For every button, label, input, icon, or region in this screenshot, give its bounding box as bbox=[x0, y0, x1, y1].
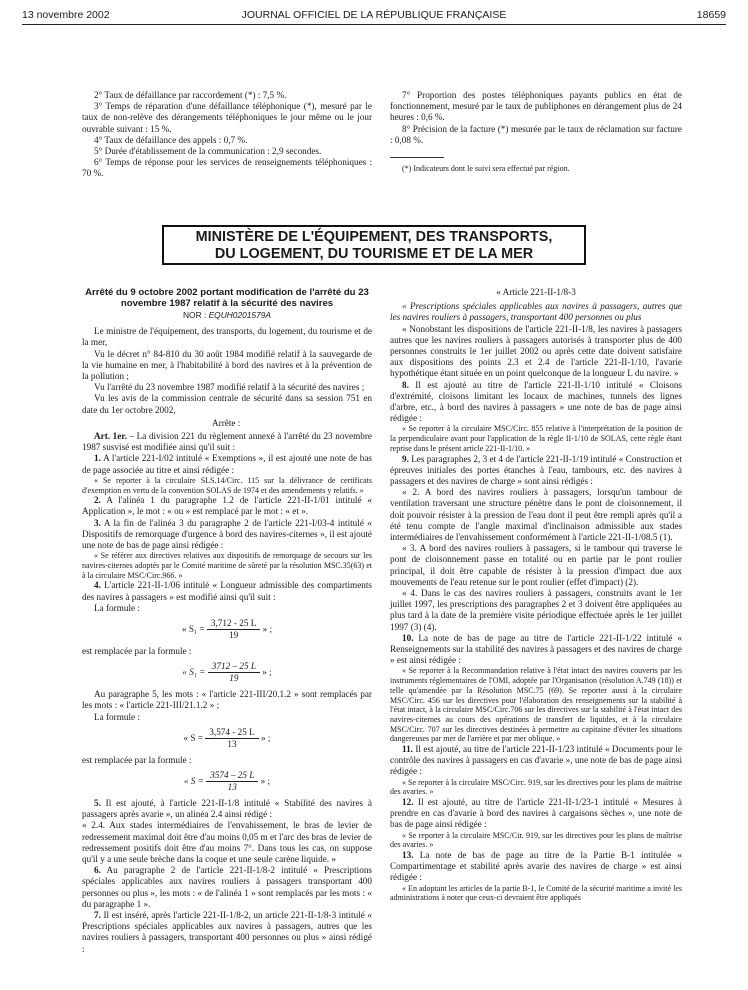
item-6-text: Au paragraphe 2 de l'article 221-II-1/8-2 intitulé « Prescriptions spéciales applicables aux navires rouliers à passagers transportant 400 personnes ou plus », les mots : « de l'alinéa 1 » sont remplacés par les mots : « du paragraphe 1 ». bbox=[82, 865, 372, 909]
item-7-label: 7. bbox=[94, 910, 101, 921]
item-5-quote: « 2.4. Aux stades intermédiaires de l'envahissement, le bras de levier de redressement maximal doit être d'au moins 0,05 m et l'arc des bras de levier de redressement positifs doit être d'au moins 7°. Dans tous les cas, on suppose qu'il y a une seule brèche dans la coque et une seule carène liquide. » bbox=[82, 820, 372, 865]
article-1 bbox=[82, 431, 372, 453]
item-2-text: A l'alinéa 1 du paragraphe 1.2 de l'article 221-II-1/01 intitulé « Application », le mot : « ou » est remplacé par le mot : « et ». bbox=[82, 495, 372, 517]
paragraph: Vu l'arrêté du 23 novembre 1987 modifié relatif à la sécurité des navires ; bbox=[94, 382, 365, 393]
formula-replaced-label: est remplacée par la formule : bbox=[82, 754, 192, 765]
article-subheading bbox=[390, 301, 682, 323]
formula-3-numerator: 3,574 - 25 L bbox=[205, 727, 258, 739]
item-9-label: 9. bbox=[402, 453, 409, 464]
item-10-text: La note de bas de page au titre de l'article 221-II-1/22 intitulé « Renseignements sur la stabilité des navires à passagers et des navires de charge » est ainsi rédigée : bbox=[390, 632, 682, 666]
article-1-label: Art. 1er. bbox=[94, 431, 127, 442]
formula-3-fraction bbox=[205, 727, 258, 750]
formula-4-rhs: » ; bbox=[260, 776, 271, 787]
article-heading: « Article 221-II-1/8-3 bbox=[496, 287, 576, 297]
item-3-note: « Se référer aux directives relatives aux dispositifs de remorquage de secours sur les navires-citernes adoptés par le Comité maritime de sûreté par la résolution MSC.35(63) et à la circulaire MSC/Circ.966. » bbox=[82, 551, 372, 580]
formula-1-denominator: 19 bbox=[229, 630, 239, 641]
item-9 bbox=[390, 454, 682, 488]
top-right-column bbox=[390, 90, 682, 174]
paragraph: Vu les avis de la commission centrale de sécurité dans sa session 751 en date du 1er octobre 2002, bbox=[82, 393, 372, 415]
item-4-text: L'article 221-II-1/06 intitulé « Longueur admissible des compartiments des navires à passagers » est modifié ainsi qu'il suit : bbox=[82, 580, 372, 602]
formula-4-fraction bbox=[206, 770, 258, 793]
paragraph: « 3. A bord des navires rouliers à passagers, si le tambour qui traverse le pont de cloisonnement passe en totalité ou en partie par le pont roulier principal, il doit être capable de résister à la pression d'impact due aux mouvements de l'eau retenue sur le pont roulier (effet d'impact) (2). bbox=[390, 543, 682, 587]
item-1-note: « Se reporter à la circulaire SLS.14/Circ. 115 sur la délivrance de certificats d'exemption en vertu de la convention SOLAS de 1974 et des amendements y relatifs. » bbox=[82, 475, 372, 495]
item-2-label: 2. bbox=[94, 495, 101, 506]
formula-1-fraction bbox=[207, 618, 260, 641]
formula-2-lhs: « S₁ = bbox=[182, 667, 206, 678]
formula-4-lhs: « S = bbox=[183, 776, 204, 787]
item-13 bbox=[390, 850, 682, 884]
formula-4-numerator: 3574 – 25 L bbox=[206, 770, 258, 782]
item-12-label: 12. bbox=[402, 797, 414, 808]
formula-2-numerator: 3712 – 25 L bbox=[208, 661, 260, 673]
list-item: 5° Durée d'établissement de la communication : 2,9 secondes. bbox=[94, 146, 322, 157]
formula-2-denominator: 19 bbox=[229, 673, 239, 684]
item-10-note: « Se reporter à la Recommandation relative à l'état intact des navires couverts par les instruments réglementaires de l'OMI, adoptée par l'Organisation (résolution A.749 (18)) et telle qu'amendée par la Résolution MSC.75 (69). Se reporter aussi à la circulaire MSC/Circ. 456 sur les directives pour l'élaboration des renseignements sur la stabilité à l'état intact, à la circulaire MSC/Circ.706 sur les directives sur la stabilité à l'état intact des navires-citernes au cours des opérations de transfert de liquides, et à la circulaire MSC/Circ. 707 sur les directives destinées à permettre au capitaine d'éviter les situations dangereuses par mer de l'arrière et par mer oblique. » bbox=[390, 666, 682, 744]
paragraph: « Nonobstant les dispositions de l'article 221-II-1/8, les navires à passagers autres que les navires rouliers à passagers autorisés à transporter plus de 400 personnes construits le 1er juillet 2002 ou après cette date doivent satisfaire aux dispositions des points 2.3 et 2.4 de l'article 221-II-1/10, l'avarie hypothétique étant située en un point quelconque de la longueur L du navire. » bbox=[390, 323, 682, 379]
formula-1-rhs: » ; bbox=[262, 624, 273, 635]
formula-label: La formule : bbox=[94, 602, 140, 613]
formula-1-lhs: « S₁ = bbox=[181, 624, 205, 635]
item-10 bbox=[390, 633, 682, 667]
item-4-label: 4. bbox=[94, 580, 101, 591]
item-6 bbox=[82, 865, 372, 910]
list-item: 7° Proportion des postes téléphoniques payants publics en état de fonctionnement, mesuré par le taux de publiphones en dérangement plus de 24 heures : 0,6 %. bbox=[390, 90, 682, 123]
item-9-text: Les paragraphes 2, 3 et 4 de l'article 221-II-1/19 intitulé « Construction et épreuves initiales des portes étanches à l'eau, tambours, etc. des navires à passagers et des navires de charge » sont ainsi rédigés : bbox=[390, 453, 683, 486]
ministry-line-2: DU LOGEMENT, DU TOURISME ET DE LA MER bbox=[214, 246, 534, 262]
nor-reference bbox=[82, 310, 372, 321]
item-1-label: 1. bbox=[94, 453, 101, 464]
item-1 bbox=[82, 453, 372, 475]
footnote-rule bbox=[390, 157, 444, 158]
ministry-line-1: MINISTÈRE DE L'ÉQUIPEMENT, DES TRANSPORTS, bbox=[195, 229, 553, 245]
item-5-label: 5. bbox=[94, 798, 101, 808]
paragraph: « 2. A bord des navires rouliers à passagers, lorsqu'un tambour de ventilation traversant une structure pénètre dans le pont de cloisonnement, il doit pouvoir résister à la pression de l'eau dont il peut être rempli après qu'il a été tenu compte de l'angle maximal d'inclinaison admissible aux stades intermédiaires de l'envahissement conformément à l'article 221-II-1/08.5 (1). bbox=[390, 487, 682, 542]
formula-4-denominator: 13 bbox=[227, 782, 237, 793]
formula-2-rhs: » ; bbox=[262, 667, 272, 678]
arrete-heading: Arrête : bbox=[212, 417, 241, 428]
list-item: 3° Temps de réparation d'une défaillance téléphonique (*), mesuré par le taux de non-relève des dérangements téléphoniques le jour même ou le jour ouvrable suivant : 15 %. bbox=[82, 101, 372, 134]
article-1-text: – La division 221 du règlement annexé à l'arrêté du 23 novembre 1987 susvisé est modifiée ainsi qu'il suit : bbox=[82, 431, 372, 453]
item-3 bbox=[82, 518, 372, 552]
item-10-label: 10. bbox=[402, 632, 414, 643]
item-11 bbox=[390, 744, 682, 778]
paragraph: « 4. Dans le cas des navires rouliers à passagers, construits avant le 1er juillet 1997, les prescriptions des paragraphes 2 et 3 doivent être appliquées au plus tard à la date de la première visite périodique effectuée après le 1er juillet 1997 (3) (4). bbox=[390, 587, 682, 632]
header-rule bbox=[22, 24, 726, 25]
item-13-text: La note de bas de page au titre de la Partie B-1 intitulée « Compartimentage et stabilité après avarie des navires de charge » est ainsi rédigée : bbox=[390, 850, 682, 883]
formula-4 bbox=[82, 770, 372, 794]
item-12 bbox=[390, 797, 682, 831]
formula-3-lhs: « S = bbox=[183, 732, 203, 743]
item-13-label: 13. bbox=[402, 850, 414, 861]
item-4 bbox=[82, 580, 372, 602]
header-page-number: 18659 bbox=[696, 9, 726, 21]
decree-right-column bbox=[390, 287, 682, 903]
formula-3-denominator: 13 bbox=[227, 739, 237, 749]
nor-code: EQUH0201579A bbox=[208, 310, 271, 320]
formula-3-rhs: » ; bbox=[261, 732, 271, 743]
top-left-column bbox=[82, 90, 372, 180]
item-7 bbox=[82, 910, 372, 955]
formula-2 bbox=[82, 661, 372, 685]
decree-left-column bbox=[82, 287, 372, 955]
formula-3 bbox=[82, 727, 372, 751]
item-8-note: « Se reporter à la circulaire MSC/Circ. 855 relative à l'interprétation de la position de la perpendiculaire avant pour l'application de la règle II-1/10 de SOLAS, cette règle étant reprise dans le présent article 221-II-1/10. » bbox=[390, 424, 682, 453]
paragraph: Au paragraphe 5, les mots : « l'article 221-III/20.1.2 » sont remplacés par les mots : « l'article 221-III/21.1.2 » ; bbox=[82, 689, 372, 711]
item-12-note: « Se reporter à la circulaire MSC/Cir. 919, sur les directives pour les plans de maîtrise des avaries. » bbox=[390, 830, 682, 850]
formula-replaced-label: est remplacée par la formule : bbox=[82, 645, 192, 656]
header-journal-title: JOURNAL OFFICIEL DE LA RÉPUBLIQUE FRANÇAISE bbox=[241, 9, 507, 21]
ministry-banner bbox=[162, 225, 586, 265]
item-13-note: « En adoptant les articles de la partie B-1, le Comité de la sécurité maritime a invité les administrations à noter que ceux-ci devraient être appliqués bbox=[390, 883, 682, 903]
list-item: 4° Taux de défaillance des appels : 0,7 %. bbox=[94, 134, 248, 145]
header-date: 13 novembre 2002 bbox=[22, 9, 110, 21]
footnote: (*) Indicateurs dont le suivi sera effectué par région. bbox=[402, 164, 570, 174]
article-subheading-text: « Prescriptions spéciales applicables aux navires à passagers, autres que les navires rouliers à passagers, transportant 400 personnes ou plus bbox=[390, 301, 682, 323]
page-header bbox=[22, 6, 726, 24]
formula-1-numerator: 3,712 - 25 L bbox=[207, 618, 260, 630]
item-6-label: 6. bbox=[94, 865, 101, 876]
decree-title: Arrêté du 9 octobre 2002 portant modification de l'arrêté du 23 novembre 1987 relatif à la sécurité des navires bbox=[85, 287, 369, 309]
list-item: 8° Précision de la facture (*) mesurée par le taux de réclamation sur facture : 0,08 %. bbox=[390, 123, 682, 145]
nor-label: NOR : bbox=[183, 310, 207, 320]
formula-label: La formule : bbox=[94, 711, 140, 722]
item-3-label: 3. bbox=[94, 517, 101, 528]
list-item: 2° Taux de défaillance par raccordement (*) : 7,5 %. bbox=[94, 90, 287, 100]
item-3-text: A la fin de l'alinéa 3 du paragraphe 2 de l'article 221-I/03-4 intitulé « Dispositifs de remorquage d'urgence à bord des navires-citernes », il est ajouté une note de bas de page ainsi rédigée : bbox=[82, 517, 372, 551]
formula-1 bbox=[82, 618, 372, 642]
item-5-text: Il est ajouté, à l'article 221-II-1/8 intitulé « Stabilité des navires à passagers après avarie », un alinéa 2.4 ainsi rédigé : bbox=[82, 798, 372, 820]
item-5 bbox=[82, 798, 372, 820]
item-8-text: Il est ajouté au titre de l'article 221-II-1/10 intitulé « Cloisons d'extrémité, cloisons limitant les locaux de machines, tunnels des lignes d'arbre, etc., à bord des navires à passagers » une note de bas de page ainsi rédigée : bbox=[390, 379, 682, 424]
item-11-note: « Se reporter à la circulaire MSC/Circ. 919, sur les directives pour les plans de maîtrise des avaries. » bbox=[390, 777, 682, 797]
item-11-label: 11. bbox=[402, 744, 413, 755]
item-1-text: A l'article 221-I/02 intitulé « Exemptions », il est ajouté une note de bas de page associée au titre et ainsi rédigée : bbox=[82, 453, 372, 475]
paragraph: Le ministre de l'équipement, des transports, du logement, du tourisme et de la mer, bbox=[82, 326, 372, 348]
item-7-text: Il est inséré, après l'article 221-II-1/8-2, un article 221-II-1/8-3 intitulé « Prescriptions spéciales applicables aux navires à passagers, autres que les navires rouliers à passagers, transportant 400 personnes ou plus » ainsi rédigé : bbox=[82, 910, 372, 954]
item-8-label: 8. bbox=[402, 379, 409, 390]
item-8 bbox=[390, 380, 682, 425]
item-2 bbox=[82, 495, 372, 517]
paragraph: Vu le décret n° 84-810 du 30 août 1984 modifié relatif à la sauvegarde de la vie humaine en mer, à l'habitabilité à bord des navires et à la prévention de la pollution ; bbox=[82, 348, 372, 382]
formula-2-fraction bbox=[208, 661, 260, 684]
list-item: 6° Temps de réponse pour les services de renseignements téléphoniques : 70 %. bbox=[82, 157, 372, 179]
item-12-text: Il est ajouté, au titre de l'article 221-II-1/23-1 intitulé « Mesures à prendre en cas d'avarie à bord des navires à cargaisons sèches », une note de bas de page ainsi rédigée : bbox=[390, 797, 682, 830]
item-11-text: Il est ajouté, au titre de l'article 221-II-1/23 intitulé « Documents pour le contrôle des navires à passagers en cas d'avarie », une note de bas de page ainsi rédigée : bbox=[390, 744, 682, 777]
